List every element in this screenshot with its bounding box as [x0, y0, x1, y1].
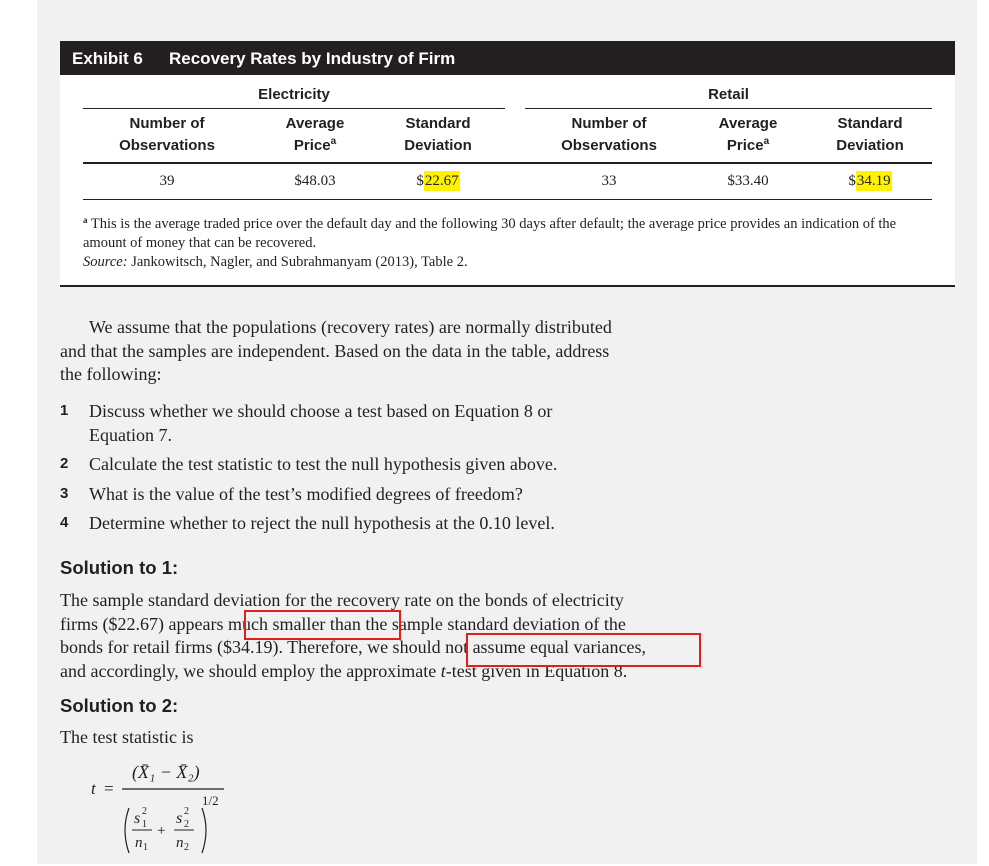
- col-header-line: Average: [285, 115, 345, 132]
- group-rule-retail: [525, 108, 932, 109]
- question-text: Determine whether to reject the null hypothesis at the 0.10 level.: [89, 513, 555, 533]
- table-bottom-rule: [83, 199, 932, 200]
- question-item: [60, 511, 700, 535]
- exhibit-table: [60, 75, 955, 287]
- annotation-box-not-equal-variances: [466, 633, 701, 667]
- exhibit-title: Recovery Rates by Industry of Firm: [169, 49, 456, 68]
- formula-lhs: t: [91, 779, 96, 798]
- header-bottom-rule: [83, 162, 932, 164]
- group-rule-electricity: [83, 108, 505, 109]
- col-header-observations-retail: [535, 113, 683, 157]
- exhibit-title-bar: [60, 41, 955, 75]
- annotation-box-much-smaller: [244, 610, 401, 640]
- question-text: [89, 399, 689, 447]
- source-line: [83, 253, 943, 272]
- question-number: 2: [60, 455, 69, 472]
- exhibit-label: Exhibit 6: [72, 49, 143, 68]
- formula-s1-square: 2: [142, 806, 147, 817]
- text-run: and accordingly, we should employ the approximate: [60, 660, 441, 681]
- text-run: -test given in Equation 8.: [445, 660, 628, 681]
- solution-line: firms ($22.67) appears much smaller than the sample standard deviation of the: [60, 613, 626, 634]
- col-header-line: Deviation: [404, 137, 472, 154]
- question-item: [60, 452, 700, 476]
- intro-line: the following:: [60, 364, 162, 384]
- formula-n2-sub: 2: [184, 842, 189, 853]
- question-number: 1: [60, 402, 69, 419]
- col-header-std-dev-retail: [810, 113, 930, 157]
- formula-n2: n: [176, 835, 184, 851]
- formula-equals: =: [104, 779, 114, 798]
- footnote-body: This is the average traded price over the default day and the following 30 days after default; the average price provides an indication of the amount of money that can be recovered.: [83, 216, 897, 251]
- intro-paragraph: [60, 316, 700, 387]
- col-header-avg-price-retail: [683, 113, 813, 157]
- highlighted-value: 34.19: [856, 173, 891, 189]
- col-header-line: Number of: [571, 115, 647, 132]
- left-paren: [125, 808, 129, 853]
- cell-retail-std-dev: [810, 173, 930, 190]
- formula-numerator: (X̄₁ − X̄₂): [132, 762, 200, 782]
- formula-graphic: [84, 756, 254, 861]
- footnote-marker: a: [83, 215, 88, 225]
- col-header-line: [683, 135, 813, 157]
- question-item: [60, 399, 700, 447]
- question-line: Equation 7.: [89, 425, 172, 445]
- col-header-line: [250, 135, 380, 157]
- solution-2-heading: Solution to 2:: [60, 695, 179, 716]
- question-number: 3: [60, 485, 69, 502]
- formula-s2-sub: 2: [184, 819, 189, 830]
- col-header-line: Deviation: [836, 137, 904, 154]
- formula-s2-square: 2: [184, 806, 189, 817]
- col-header-line: Observations: [561, 137, 657, 154]
- formula-plus: +: [157, 823, 166, 839]
- currency-symbol: $: [416, 173, 424, 189]
- formula-s1-sub: 1: [142, 819, 147, 830]
- highlighted-value: 22.67: [424, 173, 459, 189]
- col-header-line: Observations: [119, 137, 215, 154]
- footnote-marker: a: [763, 136, 770, 147]
- cell-retail-observations: 33: [601, 173, 617, 189]
- currency-symbol: $: [848, 173, 856, 189]
- col-header-line: Average: [718, 115, 778, 132]
- intro-line: and that the samples are independent. Based on the data in the table, address: [60, 340, 610, 361]
- cell-retail-avg-price: $33.40: [727, 173, 769, 189]
- solution-line: bonds for retail firms ($34.19). Therefore, we should not assume equal variances,: [60, 637, 646, 657]
- col-header-text: Price: [293, 137, 331, 154]
- question-item: [60, 482, 700, 506]
- exhibit-footnote: [83, 215, 943, 272]
- col-header-avg-price-electricity: [250, 113, 380, 157]
- formula-exponent: 1/2: [202, 793, 219, 808]
- formula-n1: n: [135, 835, 143, 851]
- question-text: Calculate the test statistic to test the null hypothesis given above.: [89, 454, 558, 474]
- intro-line: We assume that the populations (recovery rates) are normally distributed: [89, 317, 612, 337]
- cell-electricity-observations: 39: [159, 173, 175, 189]
- footnote-marker: a: [330, 136, 337, 147]
- group-header-retail: Retail: [708, 86, 749, 103]
- cell-electricity-std-dev: [378, 173, 498, 190]
- group-header-electricity: Electricity: [258, 86, 330, 103]
- solution-line: The sample standard deviation for the recovery rate on the bonds of electricity: [60, 590, 624, 610]
- italic-variable: t: [440, 660, 446, 681]
- formula-s2: s: [176, 810, 183, 827]
- col-header-text: Price: [726, 137, 764, 154]
- right-paren: [202, 808, 206, 853]
- col-header-observations-electricity: [93, 113, 241, 157]
- col-header-line: Standard: [837, 115, 903, 132]
- source-label: Source:: [83, 254, 128, 270]
- question-line: Discuss whether we should choose a test based on Equation 8 or: [89, 401, 553, 421]
- solution-2-intro: The test statistic is: [60, 727, 194, 747]
- source-text: Jankowitsch, Nagler, and Subrahmanyam (2013), Table 2.: [131, 254, 468, 270]
- test-statistic-formula: [84, 756, 254, 861]
- cell-electricity-avg-price: $48.03: [294, 173, 336, 189]
- col-header-std-dev-electricity: [378, 113, 498, 157]
- formula-s1: s: [134, 810, 141, 827]
- question-number: 4: [60, 514, 69, 531]
- col-header-line: Number of: [129, 115, 205, 132]
- solution-1-heading: Solution to 1:: [60, 557, 179, 578]
- formula-n1-sub: 1: [143, 842, 148, 853]
- footnote-text: [83, 215, 943, 253]
- question-text: What is the value of the test’s modified degrees of freedom?: [89, 484, 523, 504]
- col-header-line: Standard: [405, 115, 471, 132]
